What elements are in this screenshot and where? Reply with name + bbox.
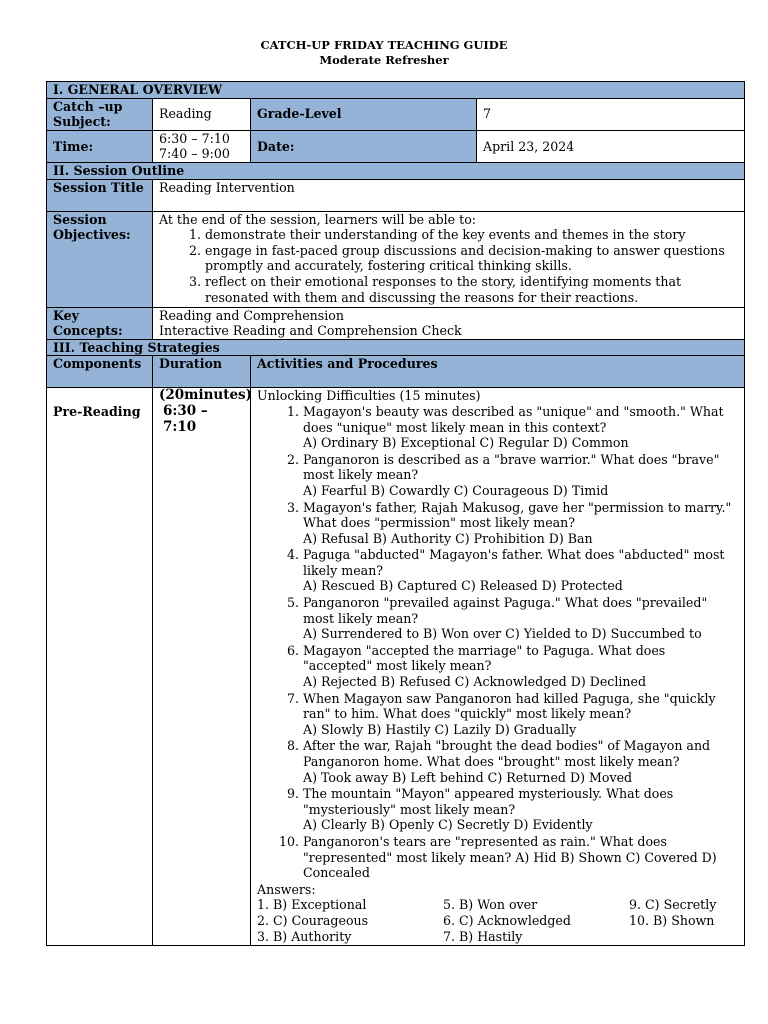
question-text: 2. Panganoron is described as a "brave warrior." What does "brave" most likely mean? <box>303 451 720 483</box>
question-item <box>303 500 738 547</box>
question-text: 4. Paguga "abducted" Magayon's father. What does "abducted" most likely mean? <box>303 547 725 578</box>
answer-item: 7. B) Hastily <box>443 928 523 944</box>
key-concepts <box>153 307 745 339</box>
time-label: Time: <box>47 130 153 162</box>
component-pre-reading: Pre-Reading <box>47 388 153 946</box>
answer-item: 3. B) Authority <box>257 928 352 944</box>
time-values <box>153 130 251 162</box>
question-options: A) Surrendered to B) Won over C) Yielded to D) Succumbed to <box>303 626 702 642</box>
subject-label: Catch –up Subject: <box>47 98 153 130</box>
activities-cell <box>251 388 745 946</box>
answer-item: 6. C) Acknowledged <box>443 912 571 928</box>
question-item <box>303 691 738 738</box>
answer-item: 1. B) Exceptional <box>257 897 367 913</box>
objectives-intro: At the end of the session, learners will be able to: <box>159 211 477 227</box>
guide-table <box>46 81 745 946</box>
question-item <box>303 404 738 451</box>
document-subtitle: Moderate Refresher <box>319 53 449 67</box>
time-value-1: 6:30 – 7:10 <box>159 130 230 146</box>
question-item <box>303 834 738 881</box>
question-options: A) Rescued B) Captured C) Released D) Protected <box>303 578 623 594</box>
section-general-overview: I. GENERAL OVERVIEW <box>47 82 745 99</box>
activity-title: Unlocking Difficulties (15 minutes) <box>257 388 481 404</box>
question-item <box>303 547 738 594</box>
answer-item: 2. C) Courageous <box>257 912 369 928</box>
question-options: A) Clearly B) Openly C) Secretly D) Evidently <box>303 817 593 833</box>
question-item <box>303 595 738 642</box>
grade-label: Grade-Level <box>251 98 477 130</box>
document-title: CATCH-UP FRIDAY TEACHING GUIDE <box>260 38 508 52</box>
question-options: A) Slowly B) Hastily C) Lazily D) Gradually <box>303 721 577 737</box>
question-item <box>303 452 738 499</box>
question-text: 6. Magayon "accepted the marriage" to Paguga. What does "accepted" most likely mean? <box>303 642 666 674</box>
answer-item: 10. B) Shown <box>629 912 715 928</box>
col-activities: Activities and Procedures <box>251 356 745 388</box>
answers-label: Answers: <box>257 881 316 897</box>
key-concept-item: Reading and Comprehension <box>159 307 344 323</box>
question-text: 8. After the war, Rajah "brought the dead bodies" of Magayon and Panganoron home. What does "brought" most likely mean? <box>303 738 711 769</box>
col-duration: Duration <box>153 356 251 388</box>
session-title-value: Reading Intervention <box>153 179 745 211</box>
date-value: April 23, 2024 <box>477 130 745 162</box>
answer-key <box>257 897 738 944</box>
answer-item: 5. B) Won over <box>443 897 538 913</box>
question-text: 5. Panganoron "prevailed against Paguga." What does "prevailed" most likely mean? <box>303 595 708 626</box>
time-value-2: 7:40 – 9:00 <box>159 146 230 162</box>
question-item <box>303 643 738 690</box>
duration-minutes: (20minutes) <box>159 387 253 404</box>
section-session-outline: II. Session Outline <box>47 162 745 179</box>
session-objectives-label: Session Objectives: <box>47 211 153 307</box>
grade-value: 7 <box>477 98 745 130</box>
key-concepts-label: Key Concepts: <box>47 307 153 339</box>
key-concept-item: Interactive Reading and Comprehension Check <box>159 323 462 339</box>
question-item <box>303 786 738 833</box>
question-text: 3. Magayon's father, Rajah Makusog, gave her "permission to marry." What does "permission" most likely mean? <box>303 499 732 531</box>
objective-item: 1. demonstrate their understanding of the key events and themes in the story <box>205 227 738 243</box>
question-options: A) Took away B) Left behind C) Returned D) Moved <box>303 769 633 785</box>
question-text: 10. Panganoron's tears are "represented as rain." What does "represented" most likely mean? A) Hid B) Shown C) Covered D) Concealed <box>303 833 717 881</box>
col-components: Components <box>47 356 153 388</box>
objective-item: 2. engage in fast-paced group discussions and decision-making to answer questions promptly and accurately, fostering critical thinking skills. <box>205 243 738 274</box>
question-options: A) Ordinary B) Exceptional C) Regular D) Common <box>303 435 629 451</box>
date-label: Date: <box>251 130 477 162</box>
session-title-label: Session Title <box>47 179 153 211</box>
question-item <box>303 738 738 785</box>
question-options: A) Rejected B) Refused C) Acknowledged D) Declined <box>303 674 647 690</box>
question-text: 9. The mountain "Mayon" appeared mysteriously. What does "mysteriously" most likely mean? <box>303 786 674 817</box>
subject-value: Reading <box>153 98 251 130</box>
objectives-list <box>159 227 738 305</box>
question-text: 1. Magayon's beauty was described as "unique" and "smooth." What does "unique" most likely mean in this context? <box>303 403 724 435</box>
answer-item <box>629 929 729 945</box>
question-text: 7. When Magayon saw Panganoron had killed Paguga, she "quickly ran" to him. What does "quickly" most likely mean? <box>303 690 716 722</box>
section-teaching-strategies: III. Teaching Strategies <box>47 339 745 356</box>
vocabulary-questions <box>257 404 738 881</box>
duration-cell <box>153 388 251 946</box>
session-objectives <box>153 211 745 307</box>
objective-item: 3. reflect on their emotional responses to the story, identifying moments that resonated with them and discussing the reasons for their reactions. <box>205 274 738 305</box>
question-options: A) Refusal B) Authority C) Prohibition D) Ban <box>303 530 593 546</box>
duration-time: 6:30 – 7:10 <box>163 402 208 435</box>
question-options: A) Fearful B) Cowardly C) Courageous D) Timid <box>303 482 609 498</box>
answer-item: 9. C) Secretly <box>629 897 717 913</box>
